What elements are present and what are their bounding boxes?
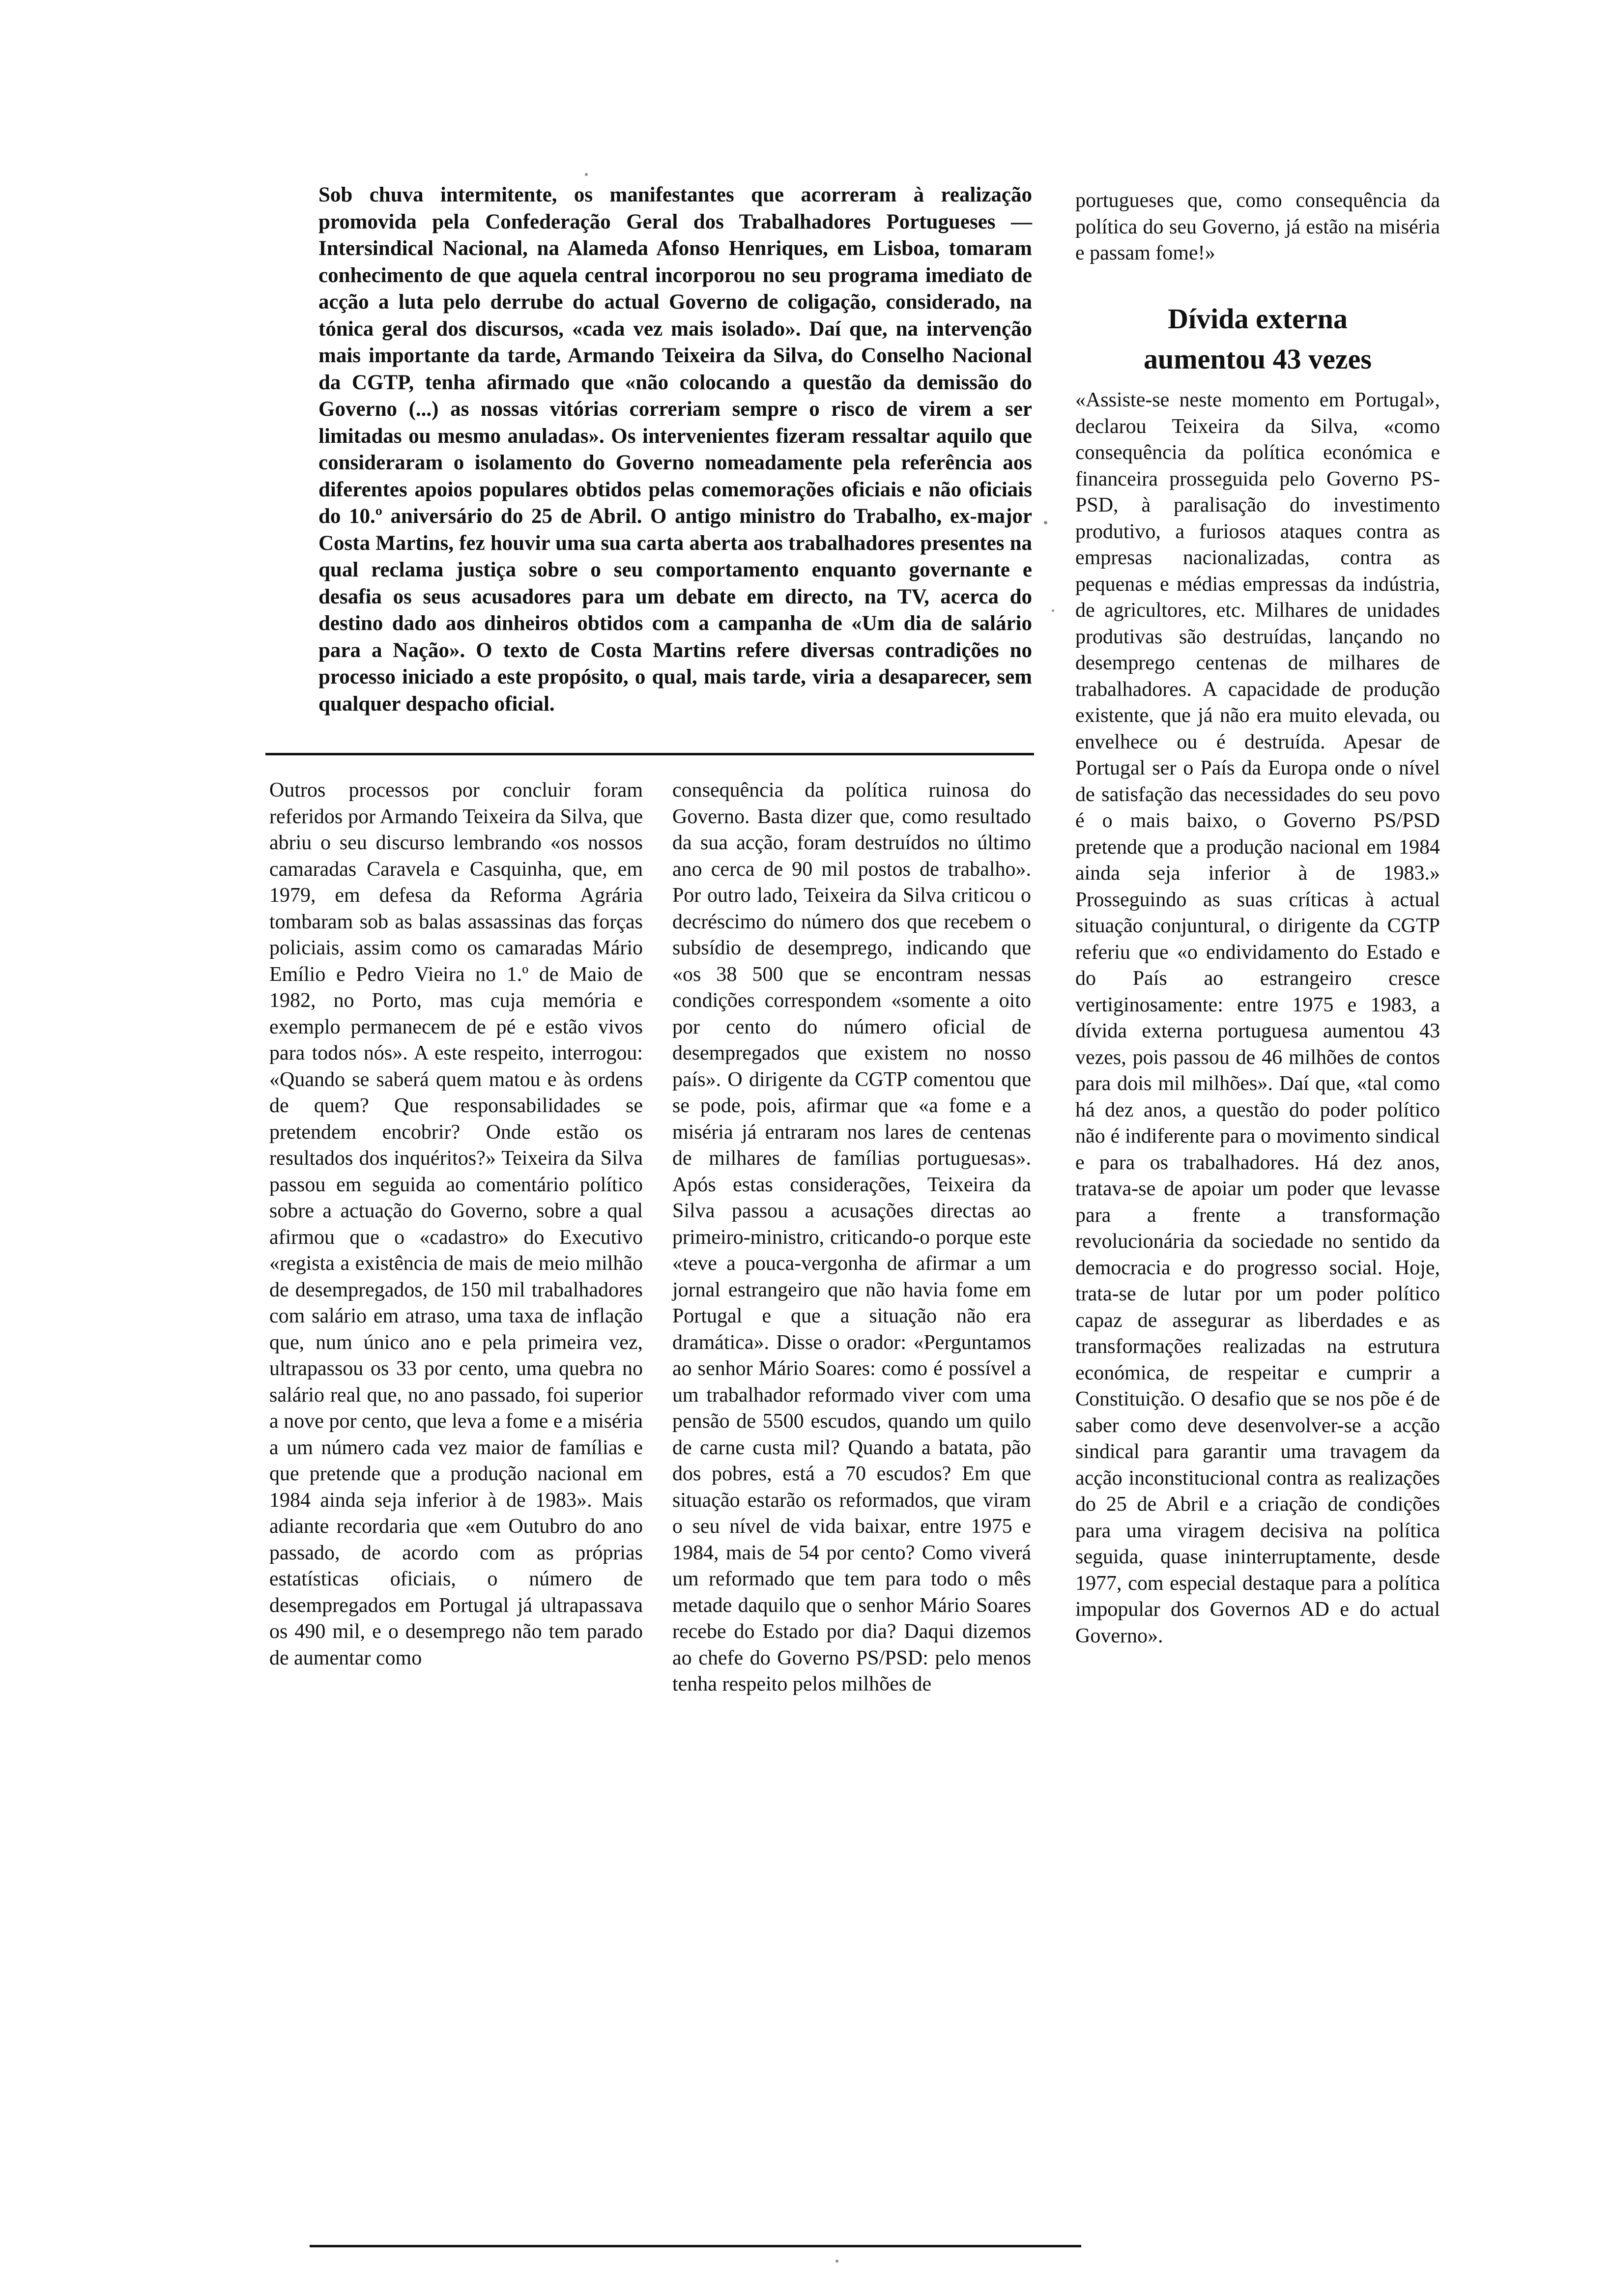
column-c: «Assiste-se neste momento em Portugal», declarou Teixeira da Silva, «como consequência da política económica e financeira prosseguida pelo Governo PS-PSD, à paralisação do investimento produtivo, a furiosos ataques contra as empresas nacionalizadas, contra as pequenas e médias empressas da indústria, de agricultores, etc. Milhares de unidades produtivas são destruídas, lançando no desemprego centenas de milhares de trabalhadores. A capacidade de produção existente, que já não era muito elevada, ou envelhece ou é destruída. Apesar de Portugal ser o País da Europa onde o nível de satisfação das necessidades do seu povo é o mais baixo, o Governo PS/PSD pretende que a produção nacional em 1984 ainda seja inferior à de 1983.» Prosseguindo as suas críticas à actual situação conjuntural, o dirigente da CGTP referiu que «o endividamento do Estado e do País ao estrangeiro cresce vertiginosamente: entre 1975 e 1983, a dívida externa portuguesa aumentou 43 vezes, pois passou de 46 milhões de contos para dois mil milhões». Daí que, «tal como há dez anos, a questão do poder político não é indiferente para o movimento sindical e para os trabalhadores. Há dez anos, tratava-se de apoiar um poder que levasse para a frente a transformação revolucionária da sociedade no sentido da democracia e do progresso social. Hoje, trata-se de lutar por um poder político capaz de assegurar as liberdades e as transformações realizadas na estrutura económica, de respeitar e cumprir a Constituição. O desafio que se nos põe é de saber como deve desenvolver-se a acção sindical para garantir uma travagem da acção inconstitucional contra as realizações do 25 de Abril e a criação de condições para uma viragem decisiva na política seguida, quase ininterruptamente, desde 1977, com especial destaque para a política impopular dos Governos AD e do actual Governo». — [1075, 389, 1440, 1647]
scan-speck — [835, 2260, 838, 2263]
column-a: Outros processos por concluir foram referidos por Armando Teixeira da Silva, que abriu o seu discurso lembrando «os nossos camaradas Caravela e Casquinha, que, em 1979, em defesa da Reforma Agrária tombaram sob as balas assassinas das forças policiais, assim como os camaradas Mário Emílio e Pedro Vieira no 1.º de Maio de 1982, no Porto, mas cuja memória e exemplo permanecem de pé e estão vivos para todos nós». A este respeito, interrogou: «Quando se saberá quem matou e às ordens de quem? Que responsabilidades se pretendem encobrir? Onde estão os resultados dos inquéritos?» Teixeira da Silva passou em seguida ao comentário político sobre a actuação do Governo, sobre a qual afirmou que o «cadastro» do Executivo «regista a existência de mais de meio milhão de desempregados, de 150 mil trabalhadores com salário em atraso, uma taxa de inflação que, num único ano e pela primeira vez, ultrapassou os 33 por cento, uma quebra no salário real que, no ano passado, foi superior a nove por cento, que leva a fome e a miséria a um número cada vez maior de famílias e que pretende que a produção nacional em 1984 ainda seja inferior à de 1983». Mais adiante recordaria que «em Outubro do ano passado, de acordo com as próprias estatísticas oficiais, o número de desempregados em Portugal já ultrapassava os 490 mil, e o desemprego não tem parado de aumentar como — [269, 779, 643, 1669]
scan-speck — [1044, 521, 1047, 524]
subheading-line-2: aumentou 43 vezes — [1144, 343, 1372, 375]
bottom-rule — [310, 2245, 1081, 2247]
scan-speck — [585, 173, 588, 176]
column-c-top: portugueses que, como consequência da política do seu Governo, já estão na miséria e passam fome!» — [1075, 189, 1440, 264]
column-b: consequência da política ruinosa do Governo. Basta dizer que, como resultado da sua acção, foram destruídos no último ano cerca de 90 mil postos de trabalho». Por outro lado, Teixeira da Silva criticou o decréscimo do número dos que recebem o subsídio de desemprego, indicando que «os 38 500 que se encontram nessas condições correspondem «somente a oito por cento do número oficial de desempregados que existem no nosso país». O dirigente da CGTP comentou que se pode, pois, afirmar que «a fome e a miséria já entraram nos lares de centenas de milhares de famílias portuguesas». Após estas considerações, Teixeira da Silva passou a acusações directas ao primeiro-ministro, criticando-o porque este «teve a pouca-vergonha de afirmar a um jornal estrangeiro que não havia fome em Portugal e que a situação não era dramática». Disse o orador: «Perguntamos ao senhor Mário Soares: como é possível a um trabalhador reformado viver com uma pensão de 5500 escudos, quando um quilo de carne custa mil? Quando a batata, pão dos pobres, está a 70 escudos? Em que situação estarão os reformados, que viram o seu nível de vida baixar, entre 1975 e 1984, mais de 54 por cento? Como viverá um reformado que tem para todo o mês metade daquilo que o senhor Mário Soares recebe do Estado por dia? Daqui dizemos ao chefe do Governo PS/PSD: pelo menos tenha respeito pelos milhões de — [672, 779, 1031, 1695]
subheading-line-1: Dívida externa — [1168, 303, 1348, 335]
lead-underline — [265, 753, 1034, 755]
scan-speck — [1052, 609, 1054, 612]
lead-paragraph: Sob chuva intermitente, os manifestantes que acorreram à realização promovida pela Confederação Geral dos Trabalhadores Portugueses — Intersindical Nacional, na Alameda Afonso Henriques, em Lisboa, tomaram conhecimento de que aquela central incorporou no seu programa imediato de acção a luta pelo derrube do actual Governo de coligação, considerado, na tónica geral dos discursos, «cada vez mais isolado». Daí que, na intervenção mais importante da tarde, Armando Teixeira da Silva, do Conselho Nacional da CGTP, tenha afirmado que «não colocando a questão da demissão do Governo (...) as nossas vitórias correriam sempre o risco de virem a ser limitadas ou mesmo anuladas». Os intervenientes fizeram ressaltar aquilo que consideraram o isolamento do Governo nomeadamente pela referência aos diferentes apoios populares obtidos pelas comemorações oficiais e não oficiais do 10.º aniversário do 25 de Abril. O antigo ministro do Trabalho, ex-major Costa Martins, fez houvir uma sua carta aberta aos trabalhadores presentes na qual reclama justiça sobre o seu comportamento enquanto governante e desafia os seus acusadores para um debate em directo, na TV, acerca do destino dado aos dinheiros obtidos com a campanha de «Um dia de salário para a Nação». O texto de Costa Martins refere diversas contradições no processo iniciado a este propósito, o qual, mais tarde, viria a desaparecer, sem qualquer despacho oficial. — [318, 183, 1032, 716]
